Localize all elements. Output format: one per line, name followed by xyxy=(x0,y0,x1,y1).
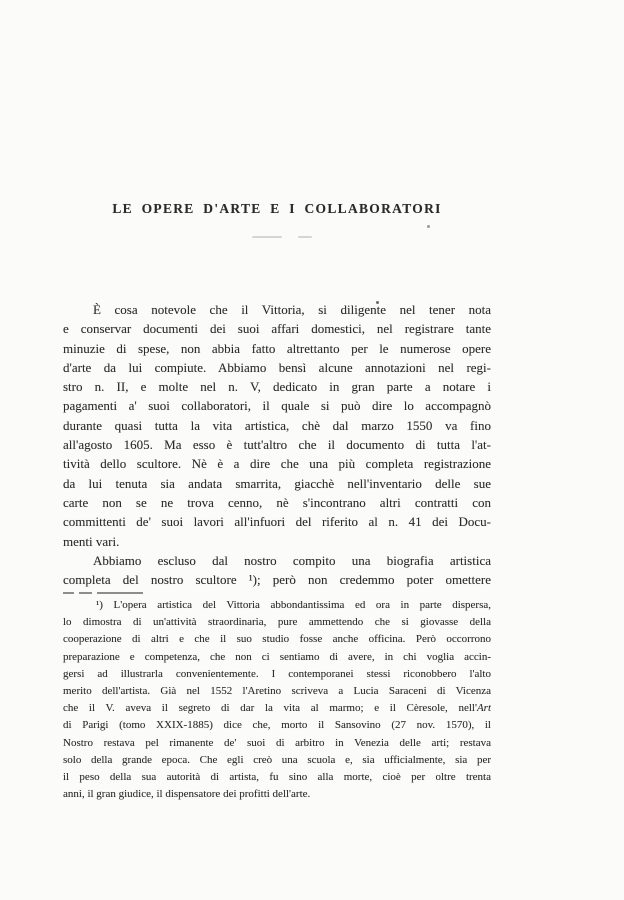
text-line: Abbiamo escluso dal nostro compito una biografia artistica xyxy=(93,552,491,568)
footnote-line: gersi ad illustrarla convenientemente. I contemporanei stessi riconobbero l'alto xyxy=(63,667,491,680)
text-line: da lui tenuta sia andata smarrita, giacchè nell'inventario delle sue xyxy=(63,475,491,491)
main-text xyxy=(63,300,491,589)
separator-dash xyxy=(63,592,74,594)
footnote-line: lo dimostra di un'attività straordinaria, pure ammettendo che si giovasse della xyxy=(63,616,491,629)
divider-mark xyxy=(252,236,282,238)
divider-mark xyxy=(298,236,312,238)
footnote-line: preparazione e competenza, che non ci sentiamo di avere, in chi voglia accin- xyxy=(63,650,491,663)
footnote xyxy=(63,597,491,803)
title-divider-ornament xyxy=(252,236,312,238)
text-line: pagamenti a' suoi collaboratori, il quale si può dire lo accompagnò xyxy=(63,398,491,414)
footnote-line: Nostro restava pel rimanente de' suoi di arbitro in Venezia delle arti; restava xyxy=(63,736,491,749)
text-line: minuzie di spese, non abbia fatto altrettanto per le numerose opere xyxy=(63,340,491,356)
text-line: durante quasi tutta la vita artistica, chè dal marzo 1550 va fino xyxy=(63,417,491,433)
footnote-line: ¹) L'opera artistica del Vittoria abbondantissima ed ora in parte dispersa, xyxy=(96,599,491,611)
footnote-line: cooperazione di altri e che il suo studio fosse anche officina. Però occorrono xyxy=(63,633,491,646)
separator-dash xyxy=(97,592,143,594)
text-line: È cosa notevole che il Vittoria, si diligente nel tener nota xyxy=(93,302,491,317)
paragraph-2 xyxy=(63,551,491,590)
text-line: tività dello scultore. Nè è a dire che una più completa registrazione xyxy=(63,456,491,472)
text-line: committenti de' suoi lavori all'infuori del riferito al n. 41 dei Docu- xyxy=(63,514,491,530)
footnote-separator xyxy=(63,592,143,594)
footnote-line: anni, il gran giudice, il dispensatore dei profitti dell'arte. xyxy=(63,788,311,801)
text-line: completa del nostro scultore ¹); però non credemmo poter omettere xyxy=(63,572,491,588)
footnote-line: solo della grande epoca. Che egli creò una scuola e, sia ufficialmente, sia per xyxy=(63,753,491,766)
footnote-line: il peso della sua autorità di artista, fu sino alla morte, cioè per oltre trenta xyxy=(63,770,491,783)
text-line: carte non se ne trova cenno, nè s'incontrano altri contratti con xyxy=(63,494,491,510)
paragraph-1 xyxy=(63,300,491,551)
text-line: d'arte da lui compiute. Abbiamo bensì alcune annotazioni nel regi- xyxy=(63,359,491,375)
separator-dash xyxy=(79,592,92,594)
footnote-line: che il V. aveva il segreto di dar la vita al marmo; e il Cèresole, nell'Art xyxy=(63,702,491,715)
text-line: menti vari. xyxy=(63,533,120,549)
text-line: e conservar documenti dei suoi affari domestici, nel registrare tante xyxy=(63,321,491,337)
text-line: stro n. II, e molte nel n. V, dedicato in gran parte a notare i xyxy=(63,379,491,395)
footnote-line: di Parigi (tomo XXIX-1885) dice che, morto il Sansovino (27 nov. 1570), il xyxy=(63,719,491,732)
footnote-line: merito dell'artista. Già nel 1552 l'Aretino scriveva a Lucia Saraceni di Vicenza xyxy=(63,684,491,697)
text-line: all'agosto 1605. Ma esso è tutt'altro che il documento di tutta l'at- xyxy=(63,437,491,453)
page-title: LE OPERE D'ARTE E I COLLABORATORI xyxy=(112,201,442,216)
scan-speck xyxy=(427,225,430,228)
